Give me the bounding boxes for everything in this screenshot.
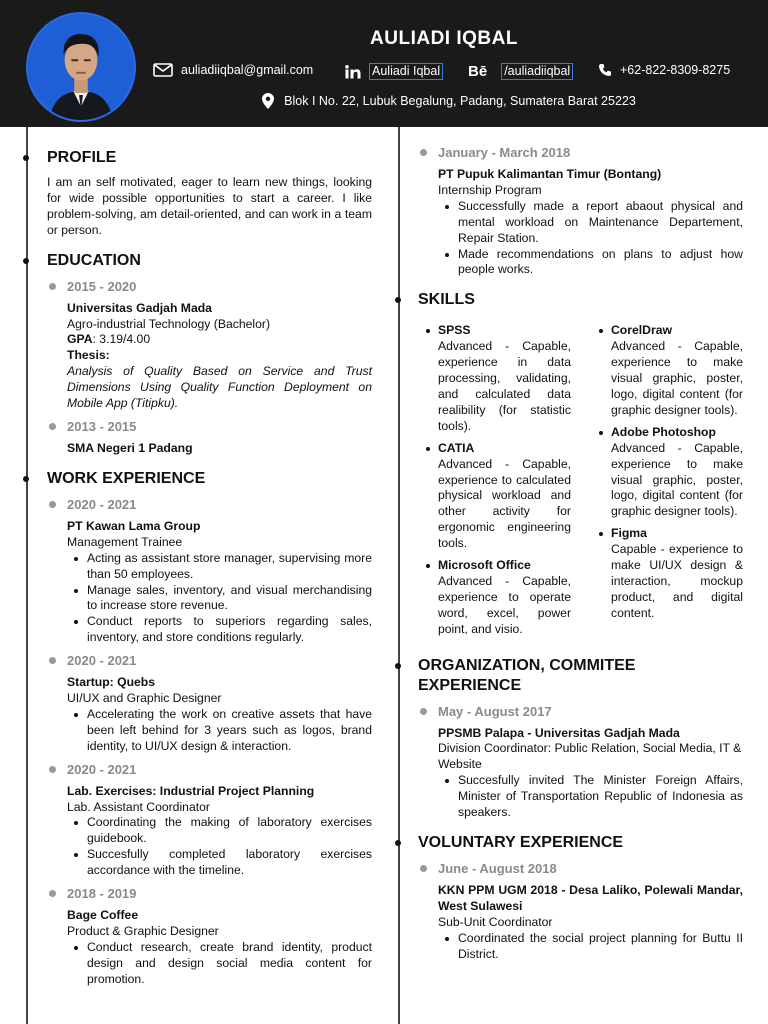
education-date: 2013 - 2015 <box>47 418 372 436</box>
work-bullet: Accelerating the work on creative assets that have been left behind for 3 years such as logos, brand identity, to UI/UX design & interaction. <box>87 706 372 753</box>
internship-bullet: Made recommendations on plans to adjust how people works. <box>458 246 743 277</box>
behance-link[interactable]: /auliadiiqbal <box>501 63 573 80</box>
work-date: 2018 - 2019 <box>47 885 372 903</box>
right-timeline-line <box>398 127 400 1024</box>
mail-icon <box>153 63 173 77</box>
skill-name: SPSS <box>438 323 571 339</box>
profile-text: I am an self motivated, eager to learn new things, looking for wide possible opportunities to start a career. I like problem-solving, am detail-oriented, and can work in a team or person. <box>47 175 372 237</box>
gpa-line <box>67 332 372 348</box>
skill-item <box>438 323 571 434</box>
voluntary-date: June - August 2018 <box>418 860 743 878</box>
skills-heading: SKILLS <box>418 290 743 310</box>
skill-name: Microsoft Office <box>438 558 571 574</box>
education-entry <box>47 301 372 412</box>
phone-icon <box>598 63 612 77</box>
work-bullet: Acting as assistant store manager, supervising more than 50 employees. <box>87 550 372 581</box>
education-heading: EDUCATION <box>47 251 372 271</box>
work-org: PT Kawan Lama Group <box>67 518 201 533</box>
skill-desc: Capable - experience to make UI/UX design & interaction, mockup product, and digital content. <box>611 542 743 620</box>
work-date: 2020 - 2021 <box>47 652 372 670</box>
linkedin-icon <box>345 65 361 79</box>
work-bullet: Manage sales, inventory, and visual merchandising to increase store revenue. <box>87 582 372 613</box>
right-column <box>418 144 743 963</box>
education-entry <box>47 441 372 457</box>
organization-bullet: Succesfully invited The Minister Foreign Affairs, Minister of Transportation Republic of Indonesia as speakers. <box>458 773 743 820</box>
organization-org: PPSMB Palapa - Universitas Gadjah Mada <box>438 725 680 740</box>
internship-bullet: Successfully made a report abaout physical and mental workload on Maintenance Departement, Repair Station. <box>458 198 743 245</box>
voluntary-heading: VOLUNTARY EXPERIENCE <box>418 833 743 853</box>
thesis-title: Analysis of Quality Based on Service and Trust Dimensions Using Quality Function Deployment on Mobile App (Titipku). <box>67 364 372 411</box>
internship-date: January - March 2018 <box>418 144 743 162</box>
organization-heading: ORGANIZATION, COMMITEE EXPERIENCE <box>418 656 743 696</box>
voluntary-org: KKN PPM UGM 2018 - Desa Laliko, Polewali Mandar, West Sulawesi <box>438 883 743 913</box>
degree: Agro-industrial Technology (Bachelor) <box>67 316 271 331</box>
voluntary-role: Sub-Unit Coordinator <box>438 914 553 929</box>
skill-name: Adobe Photoshop <box>611 425 743 441</box>
work-role: Product & Graphic Designer <box>67 924 219 938</box>
email-text[interactable]: auliadiiqbal@gmail.com <box>181 63 314 77</box>
gpa-label: GPA <box>67 332 93 347</box>
linkedin-contact[interactable] <box>345 63 443 80</box>
skill-item <box>438 558 571 638</box>
work-entry <box>47 519 372 646</box>
skill-desc: Advanced - Capable, experience to make visual graphic, poster, logo, digital content (for graphic designer tools). <box>611 339 743 417</box>
gpa-value: : 3.19/4.00 <box>92 332 151 347</box>
skills-right-column <box>611 323 743 643</box>
skill-desc: Advanced - Capable, experience in data processing, validating, and calculated data realibility (for statistic tools). <box>438 339 571 433</box>
school-name: Universitas Gadjah Mada <box>67 300 212 315</box>
location-pin-icon <box>262 93 274 109</box>
skill-name: CATIA <box>438 441 571 457</box>
school-name: SMA Negeri 1 Padang <box>67 440 193 455</box>
work-entry <box>47 908 372 988</box>
behance-contact[interactable] <box>468 63 573 80</box>
internship-role: Internship Program <box>438 182 542 197</box>
address-text: Blok I No. 22, Lubuk Begalung, Padang, Sumatera Barat 25223 <box>284 94 636 108</box>
work-heading: WORK EXPERIENCE <box>47 469 372 489</box>
skill-desc: Advanced - Capable, experience to make visual graphic, poster, logo, digital content (for graphic designer tools). <box>611 440 743 519</box>
address-row <box>150 92 768 110</box>
voluntary-entry <box>418 883 743 963</box>
work-org: Bage Coffee <box>67 908 139 923</box>
work-role: UI/UX and Graphic Designer <box>67 691 222 706</box>
work-role: Management Trainee <box>67 534 183 549</box>
skill-item <box>611 526 743 621</box>
phone-contact[interactable] <box>598 63 730 77</box>
work-entry <box>47 784 372 879</box>
work-bullet: Coordinating the making of laboratory exercises guidebook. <box>87 815 372 846</box>
work-org: Startup: Quebs <box>67 675 156 690</box>
behance-icon: Bē <box>468 63 488 80</box>
organization-role: Division Coordinator: Public Relation, Social Media, IT & Website <box>438 741 742 772</box>
contact-row <box>150 63 760 81</box>
work-date: 2020 - 2021 <box>47 761 372 779</box>
work-bullet: Conduct research, create brand identity, product design and design social media content for promotion. <box>87 939 372 986</box>
skill-desc: Advanced - Capable, experience to operate word, excel, power point, and visio. <box>438 573 571 636</box>
work-org: Lab. Exercises: Industrial Project Planning <box>67 783 315 798</box>
internship-org: PT Pupuk Kalimantan Timur (Bontang) <box>438 167 662 181</box>
thesis-label: Thesis: <box>67 348 110 363</box>
skill-item <box>611 323 743 418</box>
work-role: Lab. Assistant Coordinator <box>67 799 210 814</box>
voluntary-bullet: Coordinated the social project planning for Buttu II District. <box>458 930 743 961</box>
skill-desc: Advanced - Capable, experience to calculated physical workload and other activity for ergonomic engineering tools. <box>438 456 571 551</box>
work-bullet: Conduct reports to superiors regarding sales, inventory, and store conditions regularly. <box>87 614 372 645</box>
skills-grid <box>418 323 743 643</box>
organization-entry <box>418 726 743 821</box>
email-contact[interactable] <box>153 63 313 77</box>
skill-item <box>611 425 743 520</box>
skill-name: CorelDraw <box>611 323 743 339</box>
skill-name: Figma <box>611 526 743 542</box>
profile-heading: PROFILE <box>47 148 372 168</box>
profile-photo <box>26 12 136 122</box>
work-date: 2020 - 2021 <box>47 496 372 514</box>
skill-item <box>438 441 571 552</box>
skills-left-column <box>438 323 571 643</box>
work-entry <box>47 675 372 755</box>
full-name: AULIADI IQBAL <box>370 28 518 49</box>
left-column <box>47 148 372 988</box>
resume-header <box>0 0 768 127</box>
organization-date: May - August 2017 <box>418 703 743 721</box>
education-date: 2015 - 2020 <box>47 278 372 296</box>
work-bullet: Succesfully completed laboratory exercises accordance with the timeline. <box>87 847 372 878</box>
internship-entry <box>418 167 743 278</box>
linkedin-link[interactable]: Auliadi Iqbal <box>369 63 443 80</box>
phone-text[interactable]: +62-822-8309-8275 <box>620 63 731 77</box>
